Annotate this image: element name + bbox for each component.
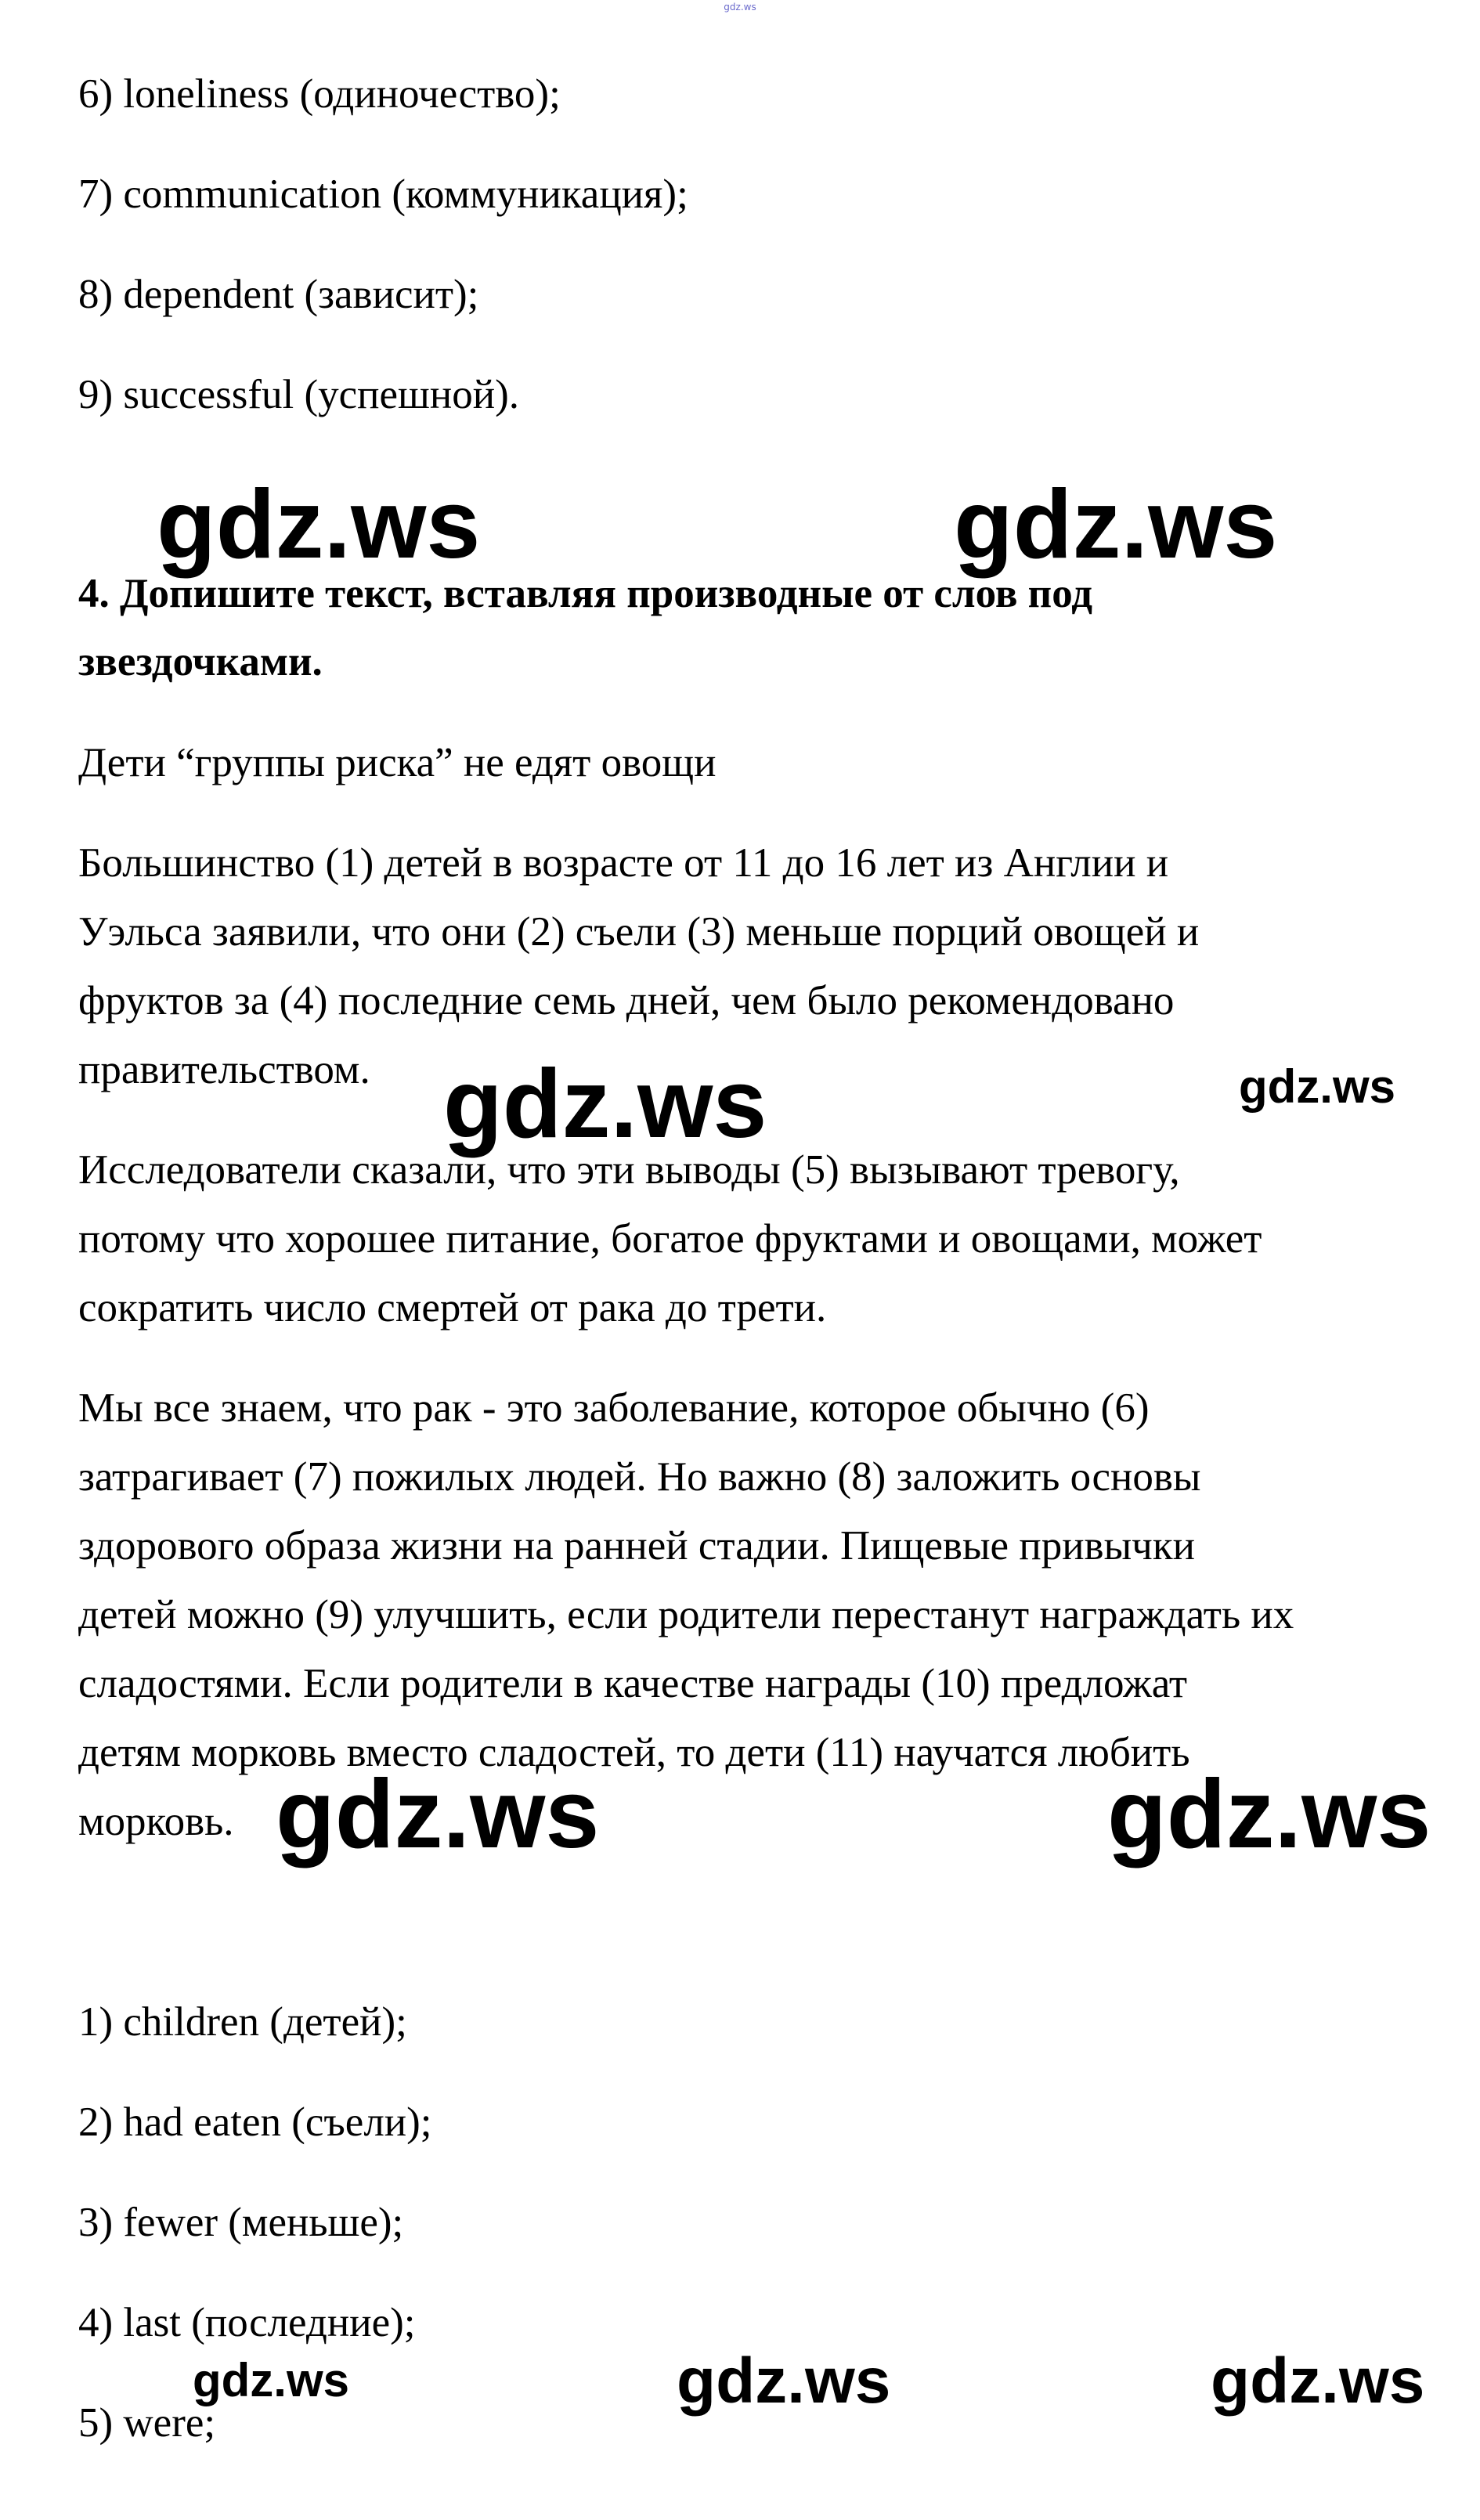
task-heading-line-1: 4. Допишите текст, вставляя производные от слов под	[78, 571, 1093, 616]
answer-line-1: 1) children (детей);	[78, 1999, 407, 2045]
watermark: gdz.ws	[193, 2354, 350, 2406]
paragraph-3-line: Мы все знаем, что рак - это заболевание, которое обычно (6)	[78, 1385, 1150, 1431]
answer-line-5: 5) were;	[78, 2400, 216, 2446]
watermark: gdz.ws	[954, 471, 1278, 579]
site-mark: gdz.ws	[724, 2, 756, 13]
paragraph-1-line: Уэльса заявили, что они (2) съели (3) меньше порций овощей и	[78, 909, 1200, 955]
paragraph-2-line: потому что хорошее питание, богатое фруктами и овощами, может	[78, 1216, 1262, 1262]
watermark: gdz.ws	[443, 1050, 767, 1158]
paragraph-1-line: правительством.	[78, 1047, 370, 1092]
paragraph-3-line: морковь.	[78, 1799, 234, 1844]
watermark: gdz.ws	[157, 471, 481, 579]
task-heading-line-2: звездочками.	[78, 639, 323, 684]
paragraph-1-line: фруктов за (4) последние семь дней, чем было рекомендовано	[78, 978, 1175, 1024]
watermark: gdz.ws	[1107, 1760, 1431, 1868]
paragraph-3-line: здорового образа жизни на ранней стадии. Пищевые привычки	[78, 1523, 1195, 1569]
paragraph-2-line: Исследователи сказали, что эти выводы (5) вызывают тревогу,	[78, 1147, 1180, 1193]
answer-line-prev-8: 8) dependent (зависит);	[78, 272, 479, 317]
answer-line-4: 4) last (последние);	[78, 2300, 416, 2345]
watermark: gdz.ws	[677, 2345, 891, 2417]
paragraph-3-line: затрагивает (7) пожилых людей. Но важно (8) заложить основы	[78, 1454, 1201, 1500]
paragraph-2-line: сократить число смертей от рака до трети.	[78, 1285, 827, 1330]
answer-line-2: 2) had eaten (съели);	[78, 2099, 432, 2145]
paragraph-3-line: сладостями. Если родители в качестве награды (10) предложат	[78, 1661, 1188, 1706]
watermark: gdz.ws	[1239, 1060, 1396, 1113]
text-title: Дети “группы риска” не едят овощи	[78, 740, 717, 785]
watermark: gdz.ws	[1211, 2345, 1425, 2417]
paragraph-3-line: детей можно (9) улучшить, если родители перестанут награждать их	[78, 1592, 1294, 1637]
paragraph-1-line: Большинство (1) детей в возрасте от 11 до 16 лет из Англии и	[78, 840, 1169, 886]
answer-line-prev-7: 7) communication (коммуникация);	[78, 171, 688, 217]
paragraph-3-line: детям морковь вместо сладостей, то дети (11) научатся любить	[78, 1730, 1190, 1775]
answer-line-prev-9: 9) successful (успешной).	[78, 372, 519, 417]
watermark: gdz.ws	[276, 1760, 600, 1868]
answer-line-3: 3) fewer (меньше);	[78, 2200, 404, 2245]
answer-line-prev-6: 6) loneliness (одиночество);	[78, 71, 561, 117]
